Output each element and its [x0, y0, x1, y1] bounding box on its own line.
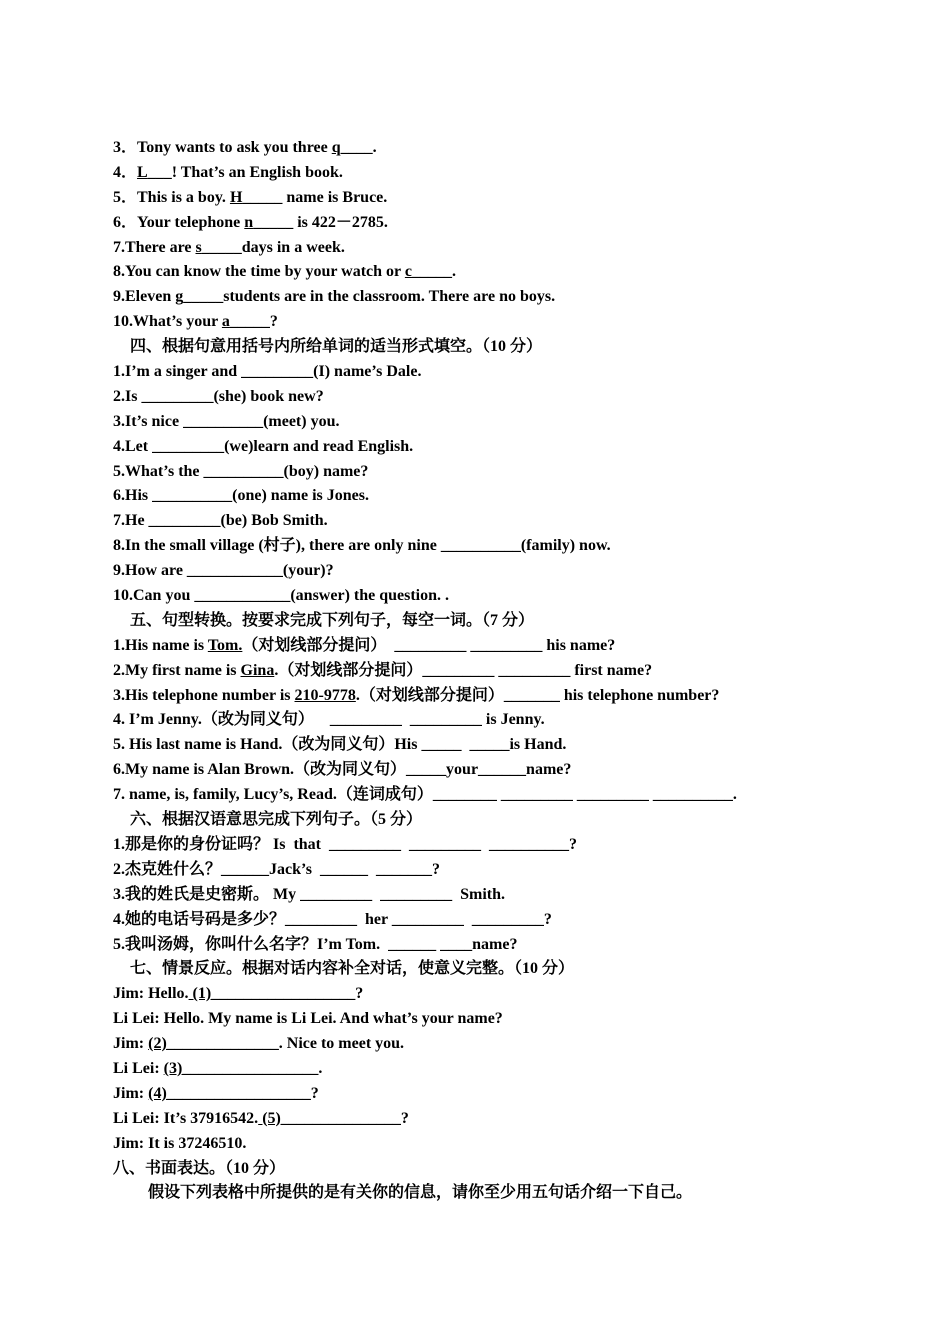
question-line	[113, 211, 893, 236]
underlined-text: a	[221, 313, 230, 331]
text-segment: 6.His __________(one) name is Jones.	[113, 487, 369, 505]
text-segment: 10.What’s your	[113, 313, 222, 331]
section-heading	[113, 808, 893, 833]
text-segment: 7. name, is, family, Lucy’s, Read.（连词成句）________ _________ _________ __________.	[113, 786, 737, 804]
text-segment: .	[318, 1059, 323, 1077]
question-line	[113, 908, 893, 933]
text-segment: _____ is 422－2785.	[253, 213, 388, 231]
text-segment: _____days in a week.	[201, 238, 345, 256]
text-segment: ?	[310, 1084, 319, 1102]
text-segment: （对划线部分提问） _________ _________ his name?	[242, 636, 616, 654]
instruction-text	[113, 1181, 893, 1206]
text-segment: 3.It’s nice __________(meet) you.	[113, 412, 340, 430]
question-line	[113, 684, 893, 709]
question-line	[113, 933, 893, 958]
text-segment: 7.He _________(be) Bob Smith.	[113, 512, 328, 530]
text-segment: 八、书面表达。（10 分）	[113, 1159, 286, 1177]
underlined-text: s	[195, 238, 202, 256]
question-line	[113, 1107, 893, 1132]
text-segment: Jim:	[113, 1084, 149, 1102]
question-line	[113, 484, 893, 509]
text-segment: Jim:	[113, 1035, 149, 1053]
question-line	[113, 858, 893, 883]
text-segment: 8.In the small village (村子), there are only nine __________(family) now.	[113, 537, 611, 555]
text-segment: Jim: Hello.	[113, 985, 189, 1003]
text-segment: 4．	[113, 163, 138, 181]
question-line	[113, 410, 893, 435]
underlined-text: g	[175, 288, 184, 306]
text-segment: .（对划线部分提问）_______ his telephone number?	[355, 686, 720, 704]
text-segment: 3.His telephone number is	[113, 686, 295, 704]
question-line	[113, 758, 893, 783]
question-line	[113, 634, 893, 659]
text-segment: 5.What’s the __________(boy) name?	[113, 462, 369, 480]
text-segment: Li Lei: Hello. My name is Li Lei. And what’s your name?	[113, 1010, 503, 1028]
question-line	[113, 534, 893, 559]
text-segment: 六、根据汉语意思完成下列句子。（5 分）	[130, 811, 423, 829]
section-heading	[113, 609, 893, 634]
text-segment: 3.我的姓氏是史密斯。 My _________ _________ Smith.	[113, 885, 506, 903]
underlined-text: c	[404, 263, 412, 281]
question-line	[113, 360, 893, 385]
text-segment: .（对划线部分提问）_________ _________ first name?	[274, 661, 653, 679]
question-line	[113, 161, 893, 186]
question-line	[113, 708, 893, 733]
question-line	[113, 236, 893, 261]
question-line	[113, 883, 893, 908]
text-segment: _____students are in the classroom. There are no boys.	[183, 288, 556, 306]
question-line	[113, 285, 893, 310]
question-line	[113, 136, 893, 161]
question-line	[113, 385, 893, 410]
text-segment: 4.她的电话号码是多少？_________ her _________ _________?	[113, 910, 552, 928]
question-line	[113, 1007, 893, 1032]
question-line	[113, 310, 893, 335]
text-segment: 1.His name is	[113, 636, 208, 654]
text-segment: 四、根据句意用括号内所给单词的适当形式填空。（10 分）	[130, 338, 543, 356]
underlined-text: H	[229, 188, 243, 206]
text-segment: 2.杰克姓什么？______Jack’s ______ _______?	[113, 860, 440, 878]
text-segment: 1.I’m a singer and _________(I) name’s Dale.	[113, 363, 422, 381]
text-segment: 七、情景反应。根据对话内容补全对话，使意义完整。（10 分）	[130, 960, 575, 978]
text-segment: ___! That’s an English book.	[147, 163, 343, 181]
text-segment: 7.There are	[113, 238, 196, 256]
text-segment: 1.那是你的身份证吗？ Is that _________ _________ __________?	[113, 835, 578, 853]
question-line	[113, 584, 893, 609]
text-segment: 2.My first name is	[113, 661, 241, 679]
question-line	[113, 1032, 893, 1057]
question-line	[113, 186, 893, 211]
text-segment: 4.Let _________(we)learn and read English.	[113, 437, 414, 455]
text-segment: 6．Your telephone	[113, 213, 245, 231]
question-line	[113, 460, 893, 485]
text-segment: 5．This is a boy.	[113, 188, 230, 206]
text-segment: 8.You can know the time by your watch or	[113, 263, 405, 281]
underlined-text: q	[331, 139, 341, 156]
question-line	[113, 1082, 893, 1107]
question-line	[113, 982, 893, 1007]
question-line	[113, 783, 893, 808]
question-line	[113, 1132, 893, 1157]
text-segment: . Nice to meet you.	[278, 1035, 405, 1053]
text-segment: ?	[355, 985, 364, 1003]
text-segment: _____?	[229, 313, 278, 331]
underlined-text: (2)______________	[148, 1035, 279, 1053]
underlined-text: L	[137, 163, 148, 181]
question-line	[113, 733, 893, 758]
underlined-text: (5)_______________	[258, 1109, 401, 1127]
underlined-text: (1)__________________	[188, 985, 356, 1003]
text-segment: Jim: It is 37246510.	[113, 1134, 247, 1152]
question-line	[113, 559, 893, 584]
text-segment: 3．Tony wants to ask you three	[113, 139, 332, 156]
text-segment: Li Lei: It’s 37916542.	[113, 1109, 259, 1127]
question-line	[113, 435, 893, 460]
question-line	[113, 833, 893, 858]
underlined-text: n	[244, 213, 254, 231]
text-segment: 6.My name is Alan Brown.（改为同义句）_____your______name?	[113, 761, 572, 779]
question-line	[113, 260, 893, 285]
text-segment: 5.我叫汤姆，你叫什么名字？I’m Tom. ______ ____name?	[113, 935, 518, 953]
section-heading	[113, 335, 893, 360]
text-segment: 9.Eleven	[113, 288, 176, 306]
underlined-text: Gina	[240, 661, 275, 679]
text-segment: 假设下列表格中所提供的是有关你的信息，请你至少用五句话介绍一下自己。	[148, 1184, 693, 1202]
text-segment: 五、句型转换。按要求完成下列句子，每空一词。（7 分）	[130, 611, 535, 629]
text-segment: 4. I’m Jenny.（改为同义句） _________ _________ is Jenny.	[113, 711, 545, 729]
question-line	[113, 1157, 893, 1182]
question-line	[113, 1057, 893, 1082]
text-segment: 9.How are ____________(your)?	[113, 562, 334, 580]
underlined-text: (4)__________________	[148, 1084, 311, 1102]
text-segment: ?	[400, 1109, 409, 1127]
text-segment: Li Lei:	[113, 1059, 164, 1077]
text-segment: _____ name is Bruce.	[242, 188, 388, 206]
text-segment: 5. His last name is Hand.（改为同义句）His _____ _____is Hand.	[113, 736, 567, 754]
worksheet-page	[113, 136, 893, 1206]
underlined-text: Tom.	[207, 636, 243, 654]
underlined-text: 210-9778	[294, 686, 356, 704]
underlined-text: (3)_________________	[163, 1059, 319, 1077]
text-segment: 10.Can you ____________(answer) the question. .	[113, 587, 450, 605]
text-segment: _____.	[411, 263, 456, 281]
section-heading	[113, 957, 893, 982]
text-segment: ____.	[340, 139, 377, 156]
question-line	[113, 509, 893, 534]
text-segment: 2.Is _________(she) book new?	[113, 387, 324, 405]
question-line	[113, 659, 893, 684]
